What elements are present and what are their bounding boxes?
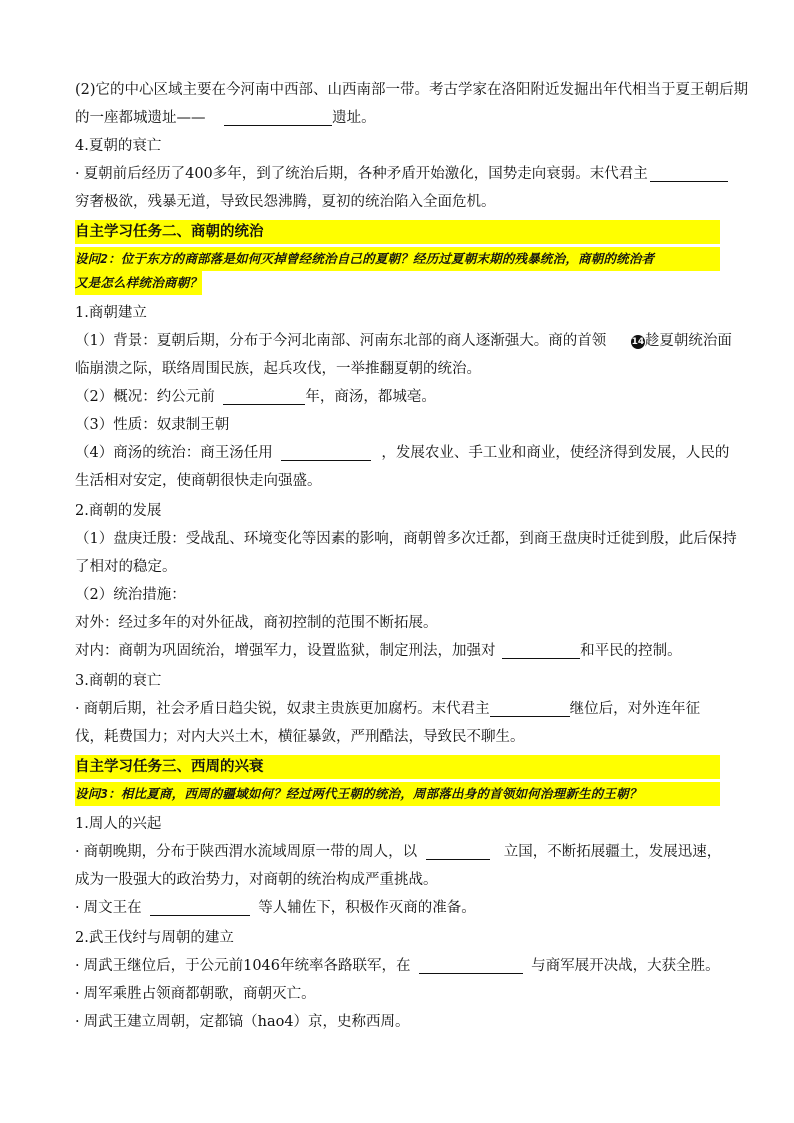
fill-blank[interactable] bbox=[419, 957, 523, 974]
zhou-wu-line1: · 周武王继位后，于公元前1046年统率各路联军，在 与商军展开决战，大获全胜。 bbox=[75, 958, 720, 974]
task3-question: 设问3：相比夏商，西周的疆域如何？经过两代王朝的统治，周部落出身的首领如何治理新生的王朝？ bbox=[75, 782, 720, 806]
xia-para-2-line1: (2)它的中心区域主要在今河南中西部、山西南部一带。考古学家在洛阳附近发掘出年代相当于夏王朝后期 bbox=[75, 82, 749, 98]
shang-external: 对外：经过多年的对外征战，商初控制的范围不断拓展。 bbox=[75, 615, 438, 631]
section-title: 2.武王伐纣与周朝的建立 bbox=[75, 930, 234, 946]
xia-decline-line2: 穷奢极欲，残暴无道，导致民怨沸腾，夏初的统治陷入全面危机。 bbox=[75, 194, 496, 210]
xia-para-2-line2: 的一座都城遗址—— 遗址。 bbox=[75, 110, 376, 126]
task2-question-line2: 又是怎么样统治商朝？ bbox=[75, 271, 202, 295]
fill-blank[interactable] bbox=[650, 165, 728, 182]
fill-blank[interactable] bbox=[224, 109, 332, 126]
zhou-wu-line2: · 周军乘胜占领商都朝歌，商朝灭亡。 bbox=[75, 986, 316, 1002]
zhou-wu-line3: · 周武王建立周朝，定都镐（hao4）京，史称西周。 bbox=[75, 1014, 410, 1030]
fill-blank[interactable] bbox=[281, 444, 371, 461]
task3-heading-row bbox=[75, 755, 720, 779]
xia-decline-line1: · 夏朝前后经历了400多年，到了统治后期，各种矛盾开始激化，国势走向衰弱。末代君主 bbox=[75, 160, 720, 188]
shang-fall-line1: · 商朝后期，社会矛盾日趋尖锐，奴隶主贵族更加腐朽。末代君主 继位后，对外连年征 bbox=[75, 701, 701, 717]
zhou-rise-line2: 成为一股强大的政治势力，对商朝的统治构成严重挑战。 bbox=[75, 872, 438, 888]
document-page bbox=[75, 72, 749, 1036]
zhou-wen: · 周文王在 等人辅佐下，积极作灭商的准备。 bbox=[75, 900, 476, 916]
shang-nature: （3）性质：奴隶制王朝 bbox=[75, 417, 230, 433]
shang-rule-line2: 生活相对安定，使商朝很快走向强盛。 bbox=[75, 473, 322, 489]
pangeng-line1: （1）盘庚迁殷：受战乱、环境变化等因素的影响，商朝曾多次迁都，到商王盘庚时迁徙到殷，此后保持 bbox=[75, 531, 737, 547]
shang-internal: 对内：商朝为巩固统治，增强军力，设置监狱，制定刑法，加强对 和平民的控制。 bbox=[75, 643, 682, 659]
fill-blank[interactable] bbox=[223, 388, 305, 405]
shang-bg-line2: 临崩溃之际，联络周围民族，起兵攻伐，一举推翻夏朝的统治。 bbox=[75, 361, 481, 377]
task2-heading: 自主学习任务二、商朝的统治 bbox=[75, 223, 264, 240]
task2-heading-row bbox=[75, 220, 720, 244]
circled-number-marker: 14 bbox=[631, 337, 645, 347]
section-title: 4.夏朝的衰亡 bbox=[75, 138, 162, 154]
shang-fall-line2: 伐，耗费国力；对内大兴土木，横征暴敛，严刑酷法，导致民不聊生。 bbox=[75, 729, 525, 745]
shang-rule-line1: （4）商汤的统治：商王汤任用 ，发展农业、手工业和商业，使经济得到发展，人民的 bbox=[75, 445, 730, 461]
fill-blank[interactable] bbox=[490, 700, 570, 717]
zhou-rise-line1: · 商朝晚期，分布于陕西渭水流域周原一带的周人，以 立国，不断拓展疆土，发展迅速， bbox=[75, 844, 722, 860]
section-title: 1.周人的兴起 bbox=[75, 816, 162, 832]
fill-blank[interactable] bbox=[502, 642, 580, 659]
fill-blank[interactable] bbox=[426, 843, 490, 860]
section-title: 3.商朝的衰亡 bbox=[75, 673, 162, 689]
shang-bg-line1: （1）背景：夏朝后期，分布于今河北南部、河南东北部的商人逐渐强大。商的首领 14趁夏朝统治面 bbox=[75, 333, 732, 349]
shang-measures: （2）统治措施： bbox=[75, 587, 186, 603]
fill-blank[interactable] bbox=[150, 899, 250, 916]
shang-overview: （2）概况：约公元前 年，商汤，都城亳。 bbox=[75, 389, 436, 405]
pangeng-line2: 了相对的稳定。 bbox=[75, 559, 177, 575]
task2-question-line1: 设问2：位于东方的商部落是如何灭掉曾经统治自己的夏朝？经历过夏朝末期的残暴统治，商朝的统治者 bbox=[75, 247, 720, 271]
section-title: 1.商朝建立 bbox=[75, 305, 147, 321]
section-title: 2.商朝的发展 bbox=[75, 503, 162, 519]
task3-heading: 自主学习任务三、西周的兴衰 bbox=[75, 758, 264, 775]
